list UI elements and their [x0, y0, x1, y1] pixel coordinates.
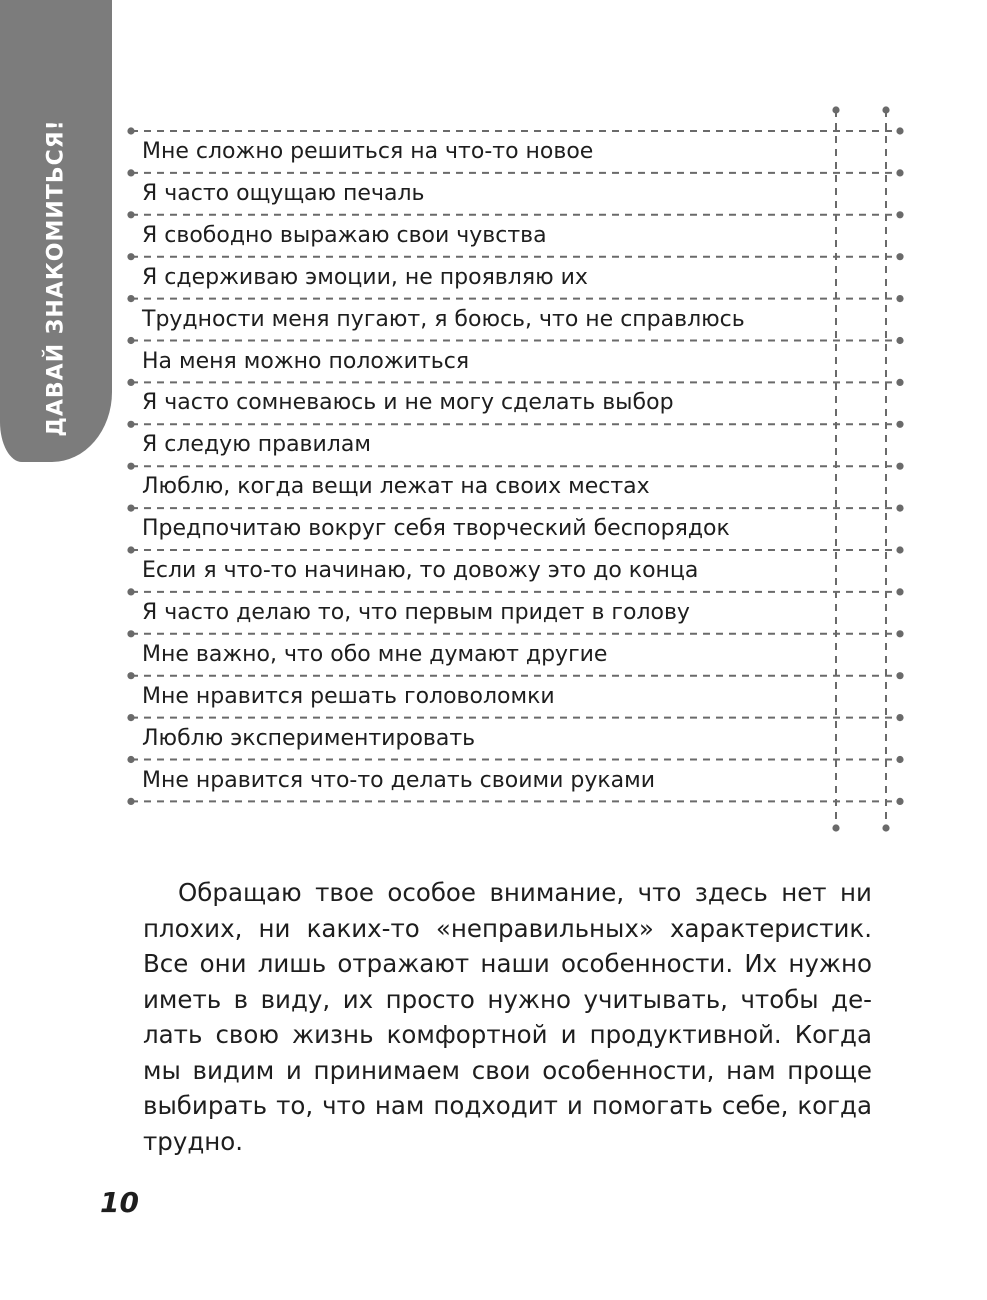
checklist-statement: Если я что-то начинаю, то довожу это до конца: [142, 558, 699, 583]
checklist-statement: Люблю, когда вещи лежат на своих местах: [142, 474, 650, 500]
section-title: ДАВАЙ ЗНАКОМИТЬСЯ!: [43, 119, 69, 437]
checklist-statement: На меня можно положиться: [142, 348, 470, 374]
checklist-statement: Я часто сомневаюсь и не могу сделать выбор: [142, 390, 674, 416]
checklist-statement: Я часто ощущаю печаль: [142, 180, 425, 206]
checklist-statement: Трудности меня пугают, я боюсь, что не справлюсь: [142, 306, 745, 332]
checklist-statement: Мне нравится решать головоломки: [142, 683, 555, 709]
checklist-statement: Я свободно выражаю свои чувства: [142, 222, 547, 248]
checklist-statement: Я сдерживаю эмоции, не проявляю их: [142, 264, 588, 290]
checklist-statement: Мне сложно решиться на что-то новое: [142, 139, 594, 164]
checklist-statement: Мне нравится что-то делать своими руками: [142, 767, 656, 793]
checklist-statement: Я следую правилам: [142, 432, 371, 458]
page-number: 10: [100, 1186, 139, 1219]
checklist-statement: Мне важно, что обо мне думают другие: [142, 641, 608, 667]
checklist-statement: Я часто делаю то, что первым придет в голову: [142, 599, 690, 625]
checklist-statement: Люблю экспериментировать: [142, 725, 476, 751]
body-paragraph: Обращаю твое особое внимание, что здесь нет ни плохих, ни каких-то «неправильных» характеристик. Все они лишь отражают наши особенности. Их нужно иметь в виду, их просто нужно учитывать, чтобы делать свою жизнь комфортной и продуктивной. Когда мы видим и принимаем свои особенности, нам проще выбирать то, что нам подходит и помогать себе, когда трудно.: [143, 878, 872, 1156]
checklist-statement: Предпочитаю вокруг себя творческий беспорядок: [142, 516, 730, 542]
